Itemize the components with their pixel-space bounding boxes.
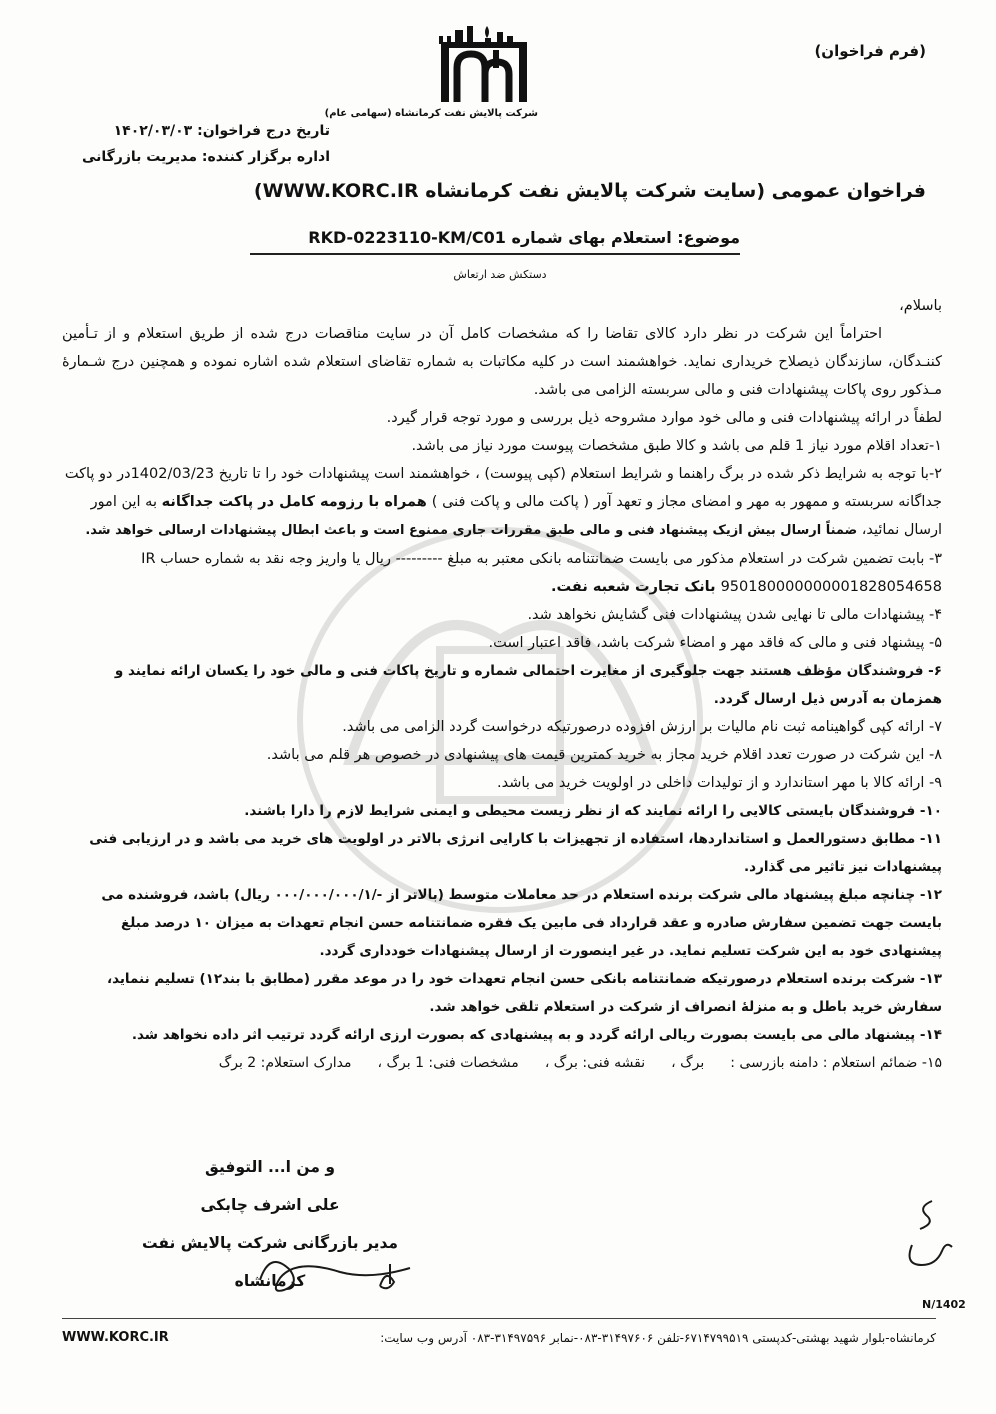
condition-3-bank: بانک تجارت شعبه نفت. [551,579,721,595]
intro-paragraph: احتراماً این شرکت در نظر دارد کالای تقاضا را که مشخصات کامل آن در سایت مناقصات درج شده از طریق استعلام و از تـأمین کننـدگان، سازندگان ذیصلاح خریداری نماید. خواهشمند است در کلیه مکاتبات به شماره تقاضای استعلام شده اشاره نموده و همچنین درج شـمارهٔ مـذکور روی پاکات پیشنهادات فنی و مالی سربسته الزامی می باشد. [62,326,942,398]
subject-line: موضوع: استعلام بهای شماره RKD-0223110-KM/C01 [250,228,740,255]
intro-instruction: لطفاً در ارائه پیشنهادات فنی و مالی خود موارد مشروحه ذیل بررسی و مورد توجه قرار گیرد. [386,410,942,426]
item-subtitle: دستکش ضد ارتعاش [453,268,547,281]
condition-1: ۱-تعداد اقلام مورد نیاز 1 قلم می باشد و کالا طبق مشخصات پیوست مورد نیاز می باشد. [411,438,942,454]
form-label: (فرم فراخوان) [814,42,926,60]
condition-14: ۱۴- پیشنهاد مالی می بایست بصورت ریالی ارائه گردد و به پیشنهادی که بصورت ارزی ارائه گردد ترتیب اثر داده نخواهد شد. [131,1027,942,1043]
refinery-logo-icon [435,22,531,106]
condition-2-note: ضمناً ارسال بیش ازیک پیشنهاد فنی و مالی طبق مقررات جاری ممنوع است و باعث ابطال پیشنهادات ارسالی خواهد شد. [85,523,862,538]
condition-8: ۸- این شرکت در صورت تعدد اقلام خرید مجاز به خرید کمترین قیمت های پیشنهادی در خصوص هر قلم می باشد. [266,747,942,763]
condition-2-send: به این امور ارسال نمائید، [90,494,942,538]
condition-5: ۵- پیشنهاد فنی و مالی که فاقد مهر و امضاء شرکت باشد، فاقد اعتبار است. [488,635,942,651]
condition-9: ۹- ارائه کالا با مهر استاندارد و از تولیدات داخلی در اولویت خرید می باشد. [497,775,942,791]
header-meta [70,118,330,170]
page-title: فراخوان عمومی (سایت شرکت پالایش نفت کرمانشاه WWW.KORC.IR) [253,180,926,202]
closing-phrase: و من ا... التوفیق [205,1158,335,1176]
letter-body [62,292,942,1077]
signer-position: مدیر بازرگانی شرکت پالایش نفت کرمانشاه [141,1234,399,1290]
footer-website-link[interactable]: WWW.KORC.IR [62,1330,169,1345]
footer [62,1330,936,1345]
condition-10: ۱۰- فروشندگان بایستی کالایی را ارائه نمایند که از نظر زیست محیطی و ایمنی شرایط لازم را دارا باشند. [244,803,942,819]
condition-2 [62,460,942,545]
attachments-docs: مدارک استعلام: 2 برگ [218,1055,352,1071]
condition-6: ۶- فروشندگان مؤظف هستند جهت جلوگیری از مغایرت احتمالی شماره و تاریخ پاکات فنی و مالی خود را یکسان ارائه نمایند و همزمان به آدرس ذیل ارسال گردد. [114,663,942,707]
greeting: باسلام، [899,298,942,314]
announcement-date: تاریخ درج فراخوان: ۱۴۰۲/۰۳/۰۳ [113,123,330,139]
attachments-label: ۱۵- ضمائم استعلام : دامنه بازرسی : [730,1055,942,1071]
attachments-inspection: برگ ، [671,1055,705,1071]
condition-2-resume: همراه با رزومه کامل در پاکت جداگانه [161,494,432,510]
company-caption: شرکت پالایش نفت کرمانشاه (سهامی عام) [324,108,538,119]
condition-3 [62,545,942,601]
condition-3-text: ۳- بابت تضمین شرکت در استعلام مذکور می بایست ضمانتنامه بانکی معتبر به مبلغ --------- ریال یا واریز وجه نقد به شماره حساب IR 950180000000001828054658 [141,551,942,595]
organizing-office: اداره برگزار کننده: مدیریت بازرگانی [81,149,330,165]
condition-7: ۷- ارائه کپی گواهینامه ثبت نام مالیات بر ارزش افزوده درصورتیکه درخواست گردد الزامی می باشد. [342,719,942,735]
condition-11: ۱۱- مطابق دستورالعمل و استانداردها، استفاده از تجهیزات با کارایی انرژی بالاتر در اولویت های خرید می باشد و در ارزیابی فنی پیشنهادات نیز تاثیر می گذارد. [89,831,942,875]
signer-name: علی اشرف چابکی [200,1196,340,1214]
condition-12: ۱۲- چنانچه مبلغ پیشنهاد مالی شرکت برنده استعلام در حد معاملات متوسط (بالاتر از -/۰۰۰/۰۰۰/۰۰۰/۱ ریال) باشد، فروشنده می بایست جهت تضمین سفارش صادره و عقد قرارداد فی مابین یک فقره ضمانتنامه حسن انجام تعهدات به میزان ۱۰ درصد مبلغ پیشنهادی خود به این شرکت تسلیم نماید. در غیر اینصورت از ارسال پیشنهادات خودداری گردد. [101,887,942,959]
footer-divider [62,1318,936,1319]
attachments-specs: مشخصات فنی: 1 برگ ، [377,1055,519,1071]
condition-13: ۱۳- شرکت برنده استعلام درصورتیکه ضمانتنامه بانکی حسن انجام تعهدات خود را در موعد مقرر (مطابق با بند۱۲) تسلیم ننماید، سفارش خرید باطل و به منزلهٔ انصراف از شرکت در استعلام تلقی خواهد شد. [106,971,942,1015]
condition-15 [62,1049,942,1077]
reference-code: N/1402 [922,1298,966,1311]
condition-2-text: ۲-با توجه به شرایط ذکر شده در برگ راهنما و شرایط استعلام (کپی پیوست) ، خواهشمند است پیشنهادات خود را تا تاریخ 1402/03/23در دو پاکت جداگانه سربسته و ممهور به مهر و امضای مجاز و تعهد آور ( پاکت مالی و پاکت فنی ) [64,466,942,510]
company-logo [324,22,538,134]
attachments-drawing: نقشه فنی: برگ ، [544,1055,646,1071]
condition-4: ۴- پیشنهادات مالی تا نهایی شدن پیشنهادات فنی گشایش نخواهد شد. [527,607,942,623]
footer-address: کرمانشاه-بلوار شهید بهشتی-کدپستی ۶۷۱۴۷۹۹۵۱۹-تلفن ۳۱۴۹۷۶۰۶-۰۸۳-نمابر ۳۱۴۹۷۵۹۶-۰۸۳ آدرس وب سایت: [380,1330,936,1345]
conditions-list [62,432,942,1077]
handwritten-signature [250,1240,430,1310]
handwritten-initials [892,1195,962,1275]
